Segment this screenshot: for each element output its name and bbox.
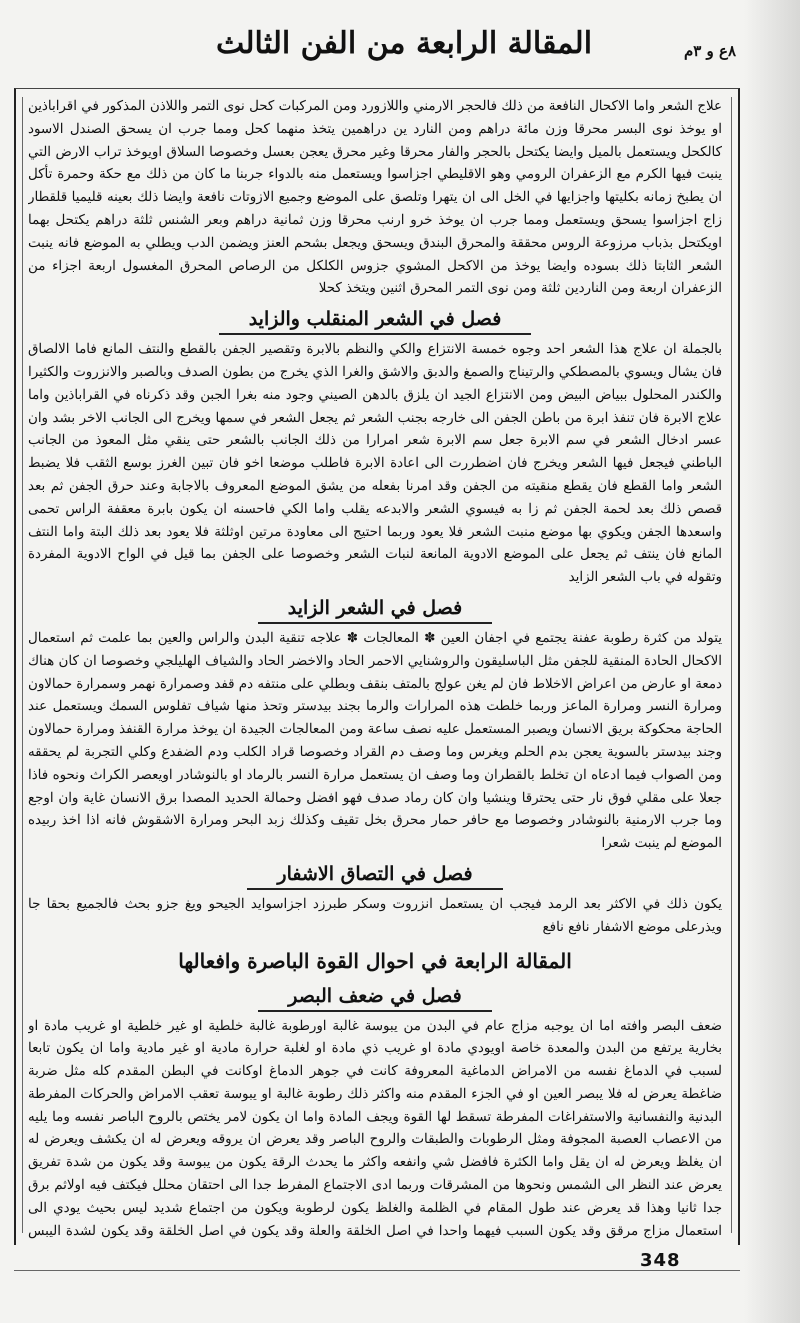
paragraph: يكون ذلك في الاكثر بعد الرمد فيجب ان يستعمل انزروت وسكر طبرزد اجزاسوايد الجيحو ويغ جزو بحث فالجميع بحقا جا ويذرعلى موضع الاشفار نافع نافع — [28, 896, 722, 935]
page-header — [24, 18, 744, 80]
paragraph: علاج الشعر واما الاكحال النافعة من ذلك فالحجر الارمني واللازورد ومن المركبات كحل نوى التمر واللاذن المذكور في اقراباذين او يوخذ نوى البسر محرقا وزن مائة دراهم ومن النارد ين دراهمين يتخذ منهما كحل ومما جرب ان يسحق الصندل الاسود كالكحل ويستعمل بالميل وايضا يكتحل بالحجر والفار محرقا وغير محرق يعجن بعسل وخصوصا السلاق اويوخذ تراب الارض التي ينبت فيها الكرم مع الزعفران الرومي وهو الاقليطي اجزاسوا ويستعمل منه بالدواء جربنا ما كان من ذلك مع حكة وحمرة تأكل ان يطبخ زمانه بكليتها واجزايها في الخل الى ان يتهرا وتلصق على الموضع وجميع الازوتات نافعة وايضا ذلك بعينه قليميا قلقطار زاج اجزاسوا يسحق ويستعمل ومما جرب ان يوخذ خرو ارنب محرقا وزن ثمانية دراهم وبعر الشنس ثلثة دراهم يكتحل بهما اويكتحل بذباب مرزوعة الروس محققة والمحرق البندق ويسحق ويجعل بشحم العنز ويضمن الدب ويطلي به الموضع فانه ينبت الشعر الثابتا ذلك بسوده وايضا يوخذ من الاكحل المشوي جزوس الكلكل من الرصاص المحرق المغسول اربعة اجزاء من الزعفران اربعة ومن الناردين ثلثة ومن نوى التمر المحرق اثنين ويتخذ كحلا — [28, 99, 722, 297]
section-heading: فصل في الشعر الزايد — [258, 594, 492, 624]
maqala-heading: المقالة الرابعة في احوال القوة الباصرة وافعالها — [178, 948, 572, 973]
section-heading-wrap — [28, 301, 722, 339]
document-body — [28, 96, 722, 1240]
section-heading-wrap — [28, 590, 722, 628]
page-edge-shadow — [744, 0, 800, 1323]
paragraph: يتولد من كثرة رطوبة عفنة يجتمع في اجفان العين ✽ المعالجات ✽ علاجه تنقية البدن والراس والعين بما علمت ثم استعمال الاكحال الحادة المنقية للجفن مثل الباسليقون والروشنايي الاحمر الحاد والاخضر الحاد والشياف الهليلجي وخصوصا ان كان هناك دمعة او عارض من اعراض الاخلاط فان لم يغن عولج بالمتف بنقف وبطلي على منتفه دم قفد وصمرارة نهمر وسمرارة حمالاون ومرارة النسر ومرارة الماعز وربما خلطت هذه المرارات والرما بجند بيدستر وتحذ منها شياف تفلوس السمك ويستعمل عند الحاجة محكوكة بريق الانسان ويصبر المستعمل عليه نصف ساعة ومن المعالجات الجيدة ان يوخذ مرارة القنفذ ومرارة حمالاون وجند بيدستر بالسوية يعجن بدم الحلم ويغرس وما وصف دم القراد وخصوصا قراد الكلب ودم الضفدع وكلي التجربة لم يحققه ومن الصواب فيما ادعاه ان تخلط بالقطران وما وصف ان يستعمل مرارة النسر بالرماد او بالنوشادر اويعصر الكراث ونحوه فاذا جعلا على مقلي فوق نار حتى يحترقا وينشيا وان كان رماد صدف فهو افضل وحمالة الحديد المصدا برق الانسان غاية وان اوجع وما جرب الارمنية بالنوشادر وخصوصا مع حافر حمار محرق بخل تقيف وكذلك زبد البحر ومرارة الاشقوش فانه اذا اخذ ربيده الموضع لم ينبت شعرا — [28, 630, 722, 852]
page-number: 348 — [640, 1250, 681, 1271]
paragraph: ضعف البصر وافته اما ان يوجبه مزاج عام في البدن من يبوسة غالبة اورطوبة غالبة خلطية او غير خلطية او غريب مادة او بخارية يرتفع من البدن والمعدة خاصة اويودي مادة او غريب ذي مادة او لغلبة حرارة مادية او غير مادية واما ان يكون تابعا لسبب في الدماغ نفسه من الامراض الدماغية المعروفة كانت في جوهر الدماغ اوكانت في البطن المقدم كله مثل ضربة ضاغطة يعرض له فلا يبصر العين او في الجزء المقدم منه واكثر ذلك رطوبة غالبة او يبوسة تعقب الامراض والحركات المفرطة البدنية والنفسانية والاستفراغات المفرطة تسقط لها القوة ويجف المادة واما ان يكون لامر يختص بالروح الباصر نفسه وما يليه من الاعصاب العصبة المجوفة ومثل الرطوبات والطبقات والروح الباصر وقد يعرض ان يروقه ويعرض له ان يكشف ويعرض له ان يغلظ ويعرض له ان يقل واما الكثرة فافضل شي وانفعه واكثر ما يحدث الرقة يكون من يبوسة وقد يكون من شدة تفريق يعرض عند النظر الى الشمس ونحوها من المشرقات وربما ادى الاجتماع المفرط جدا الى احتقان محلل فيكتف فيه اولاثم برق جدا ثانيا وهذا قد يعرض عند طول المقام في الظلمة والغلظ يكون لرطوبة ويكون من اجتماع شديد ليس بحيث يودي الى استعمال مزاج مرقق وقد يكون السبب فيهما واحدا في اصل الخلقة والعلة وقد يكون في اصل الخلقة وقد يكون لشدة اليبس — [28, 1018, 722, 1239]
section-heading: فصل في ضعف البصر — [258, 982, 491, 1012]
bottom-rule — [14, 1270, 740, 1271]
section-heading: فصل في الشعر المنقلب والزايد — [219, 305, 532, 335]
section-heading-wrap — [28, 978, 722, 1016]
running-title: المقالة الرابعة من الفن الثالث — [215, 26, 593, 61]
paragraph: بالجملة ان علاج هذا الشعر احد وجوه خمسة الانتزاع والكي والنظم بالابرة وتقصير الجفن بالقطع والنتف المانع فاما الالصاق فان يشال ويسوي بالمصطكي والرتيناج والصمغ والدبق والاشق والغرا الذي يخرج من بطون الصدف وبالصبر والانزروت والكثيرا والكندر المحلول ببياض البيض ومن الانتزاع الجيد ان يلزق بالدهن الصيني وجود منه بغرا الجبن وقد ذكرناه في القراباذين واما علاج الابرة فان تنفذ ابرة من باطن الجفن الى خارجه بجنب الشعر ثم يجعل الشعر في سمها ويخرج الى الجانب الاخر بشد وان عسر ادخال الشعر في سم الابرة جعل سم الابرة شعر امرارا من ذلك الجانب بالشعر حتى ينقي مثل المعوذ من الجانب الباطني فيجعل فيها الشعر ويخرج فان اضطررت الى اعادة الابرة فاطلب موضعا اخو فان تبين الغرز بوسع الثقب فلا يضبط الشعر واما القطع فان يقطع منقيته من الجفن وقد امرنا بفعله من يشق الموضع المعروف بالاجابة وعند حرق الجفن ثم بعد قصص ذلك بعد لحمة الجفن ثم زا به فيسوي الشعر والابدعه يقلب واما الكي فاحسنه ان يكون بابرة معقفة الراس تحمى واسعدها الجفن ويكوي بها موضع منبت الشعر فلا يعود وربما احتيج الى معاودة مرتين اوثلثة فلا يعود بعد ذلك البتة واما النتف المانع فان ينتف ثم يجعل على الموضع الادوية المانعة لنبات الشعر وخصوصا على الجفن بما قيل في الواح الادوية المفردة وتقوله في باب الشعر الزايد — [28, 342, 722, 586]
section-heading: فصل في التصاق الاشفار — [247, 860, 502, 890]
section-heading-wrap — [28, 856, 722, 894]
page-reference: ٨ع و ٣م — [683, 42, 736, 60]
